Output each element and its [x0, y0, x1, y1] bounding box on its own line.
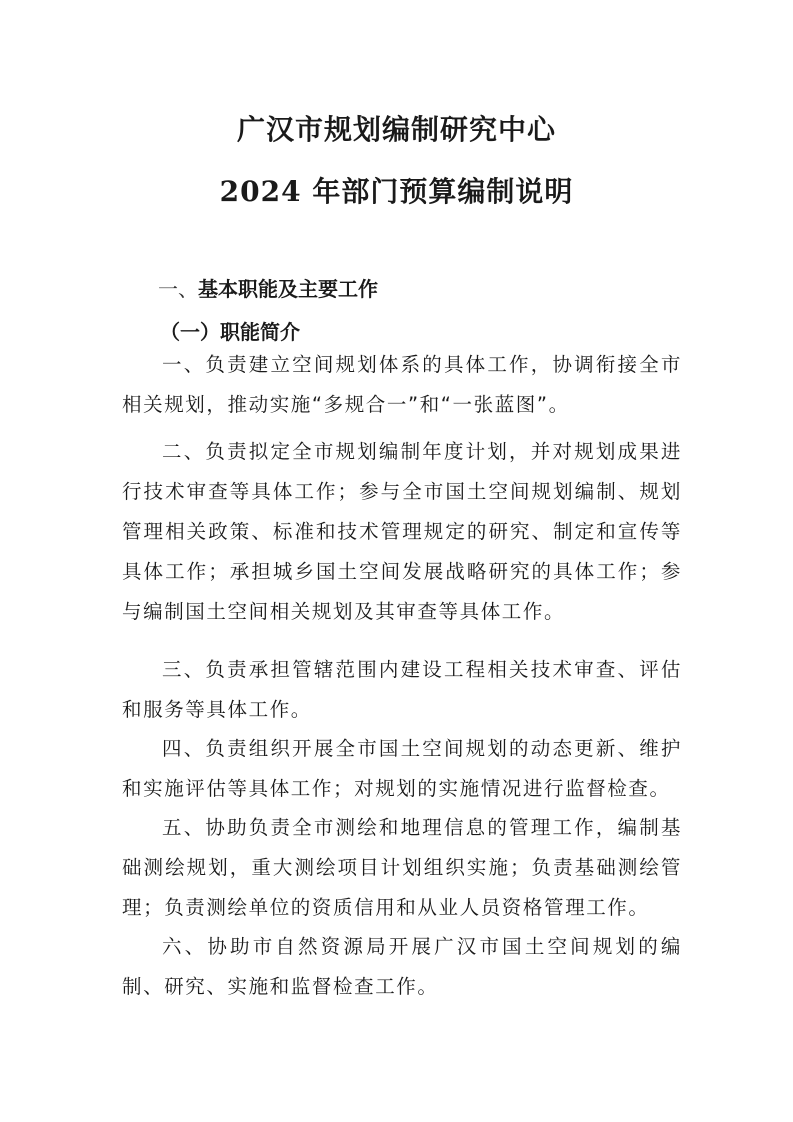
document-title-line2: 2024 年部门预算编制说明 [219, 175, 574, 208]
section-number: 一、 [158, 277, 198, 301]
paragraph: 三、负责承担管辖范围内建设工程相关技术审查、评估和服务等具体工作。 [122, 658, 682, 721]
subsection-heading: （一）职能简介 [160, 320, 300, 344]
document-title-line1: 广汉市规划编制研究中心 [236, 113, 556, 146]
section-title: 基本职能及主要工作 [198, 277, 378, 301]
paragraph: 二、负责拟定全市规划编制年度计划，并对规划成果进行技术审查等具体工作；参与全市国土空间规划编制、规划管理相关政策、标准和技术管理规定的研究、制定和宣传等具体工作；承担城乡国土空间发展战略研究的具体工作；参与编制国土空间相关规划及其审查等具体工作。 [122, 440, 682, 623]
paragraph: 六、协助市自然资源局开展广汉市国土空间规划的编制、研究、实施和监督检查工作。 [122, 935, 682, 998]
section-heading [158, 273, 378, 302]
paragraph: 五、协助负责全市测绘和地理信息的管理工作，编制基础测绘规划，重大测绘项目计划组织实施；负责基础测绘管理；负责测绘单位的资质信用和从业人员资格管理工作。 [122, 816, 682, 919]
paragraph: 一、负责建立空间规划体系的具体工作，协调衔接全市相关规划，推动实施“多规合一”和“一张蓝图”。 [122, 353, 682, 416]
paragraph: 四、负责组织开展全市国土空间规划的动态更新、维护和实施评估等具体工作；对规划的实施情况进行监督检查。 [122, 737, 682, 800]
